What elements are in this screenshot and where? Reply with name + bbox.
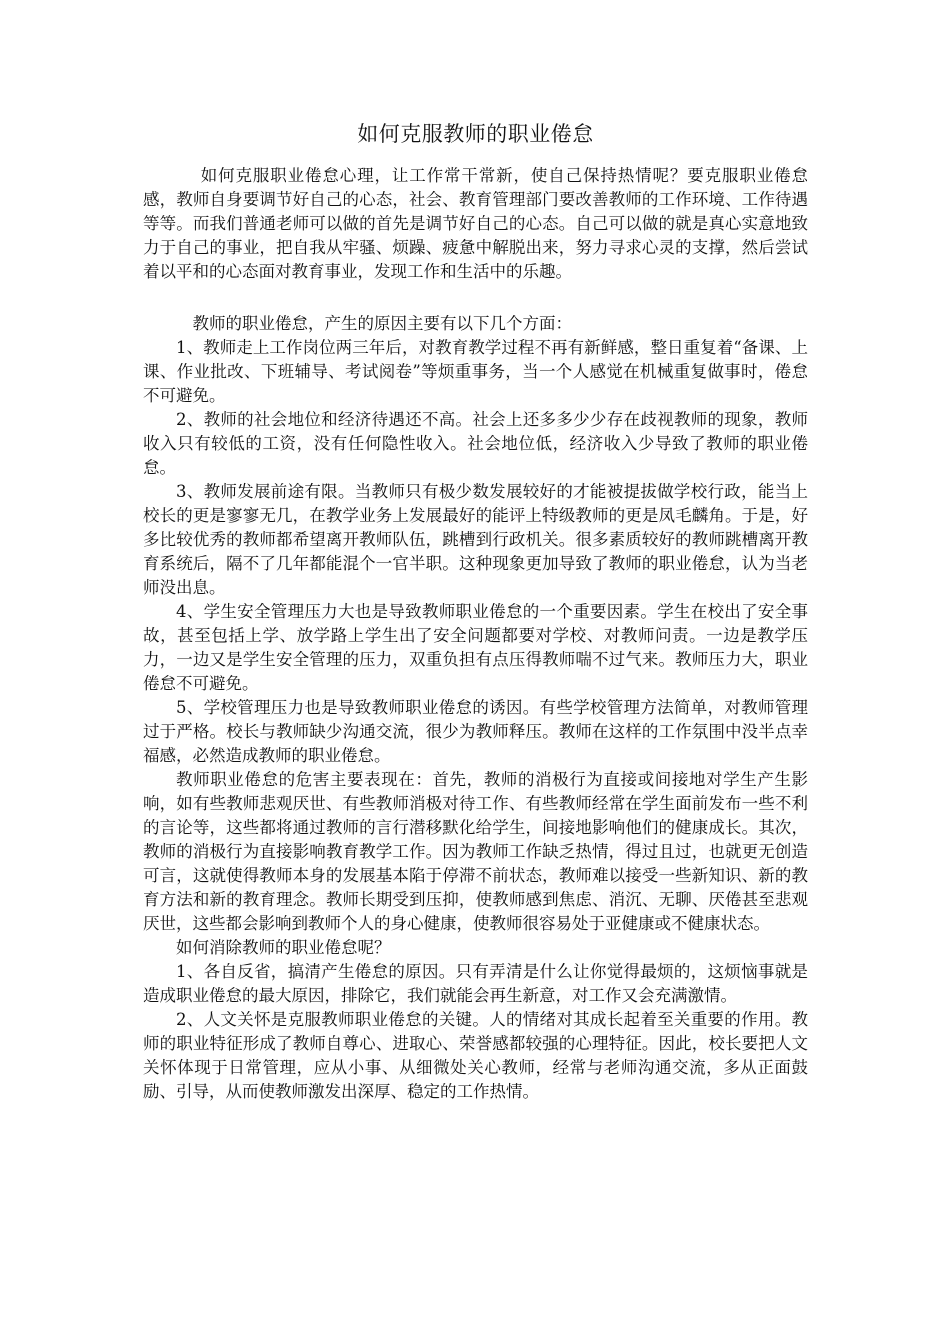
causes-heading-paragraph: 教师的职业倦怠，产生的原因主要有以下几个方面： <box>192 314 572 333</box>
document-page <box>143 118 808 1104</box>
page-title: 如何克服教师的职业倦怠 <box>357 122 594 146</box>
harm-paragraph: 教师职业倦怠的危害主要表现在：首先，教师的消极行为直接或间接地对学生产生影响，如有些教师悲观厌世、有些教师消极对待工作、有些教师经常在学生面前发布一些不利的言论等，这些都将通过教师的言行潜移默化给学生，间接地影响他们的健康成长。其次，教师的消极行为直接影响教育教学工作。因为教师工作缺乏热情，得过且过，也就更无创造可言，这就使得教师本身的发展基本陷于停滞不前状态，教师难以接受一些新知识、新的教育方法和新的教育理念。教师长期受到压抑，使教师感到焦虑、消沉、无聊、厌倦甚至悲观厌世，这些都会影响到教师个人的身心健康，使教师很容易处于亚健康或不健康状态。 <box>143 770 808 933</box>
cause-paragraph-2: 2、教师的社会地位和经济待遇还不高。社会上还多多少少存在歧视教师的现象，教师收入只有较低的工资，没有任何隐性收入。社会地位低，经济收入少导致了教师的职业倦怠。 <box>143 410 808 477</box>
remedies-heading-paragraph: 如何消除教师的职业倦怠呢？ <box>176 938 391 957</box>
cause-paragraph-1: 1、教师走上工作岗位两三年后，对教育教学过程不再有新鲜感，整日重复着“备课、上课、作业批改、下班辅导、考试阅卷”等烦重事务，当一个人感觉在机械重复做事时，倦怠不可避免。 <box>143 338 808 405</box>
remedy-paragraph-2: 2、人文关怀是克服教师职业倦怠的关键。人的情绪对其成长起着至关重要的作用。教师的职业特征形成了教师自尊心、进取心、荣誉感都较强的心理特征。因此，校长要把人文关怀体现于日常管理，应从小事、从细微处关心教师，经常与老师沟通交流，多从正面鼓励、引导，从而使教师激发出深厚、稳定的工作热情。 <box>143 1010 808 1101</box>
cause-paragraph-4: 4、学生安全管理压力大也是导致教师职业倦怠的一个重要因素。学生在校出了安全事故，甚至包括上学、放学路上学生出了安全问题都要对学校、对教师问责。一边是教学压力，一边又是学生安全管理的压力，双重负担有点压得教师喘不过气来。教师压力大，职业倦怠不可避免。 <box>143 602 808 693</box>
cause-paragraph-3: 3、教师发展前途有限。当教师只有极少数发展较好的才能被提拔做学校行政，能当上校长的更是寥寥无几，在教学业务上发展最好的能评上特级教师的更是凤毛麟角。于是，好多比较优秀的教师都希望离开教师队伍，跳槽到行政机关。很多素质较好的教师跳槽离开教育系统后，隔不了几年都能混个一官半职。这种现象更加导致了教师的职业倦怠，认为当老师没出息。 <box>143 482 808 597</box>
cause-paragraph-5: 5、学校管理压力也是导致教师职业倦怠的诱因。有些学校管理方法简单，对教师管理过于严格。校长与教师缺少沟通交流，很少为教师释压。教师在这样的工作氛围中没半点幸福感，必然造成教师的职业倦怠。 <box>143 698 808 765</box>
remedy-paragraph-1: 1、各自反省，搞清产生倦怠的原因。只有弄清是什么让你觉得最烦的，这烦恼事就是造成职业倦怠的最大原因，排除它，我们就能会再生新意，对工作又会充满激情。 <box>143 962 808 1005</box>
intro-paragraph: 如何克服职业倦怠心理，让工作常干常新，使自己保持热情呢？要克服职业倦怠感，教师自身要调节好自己的心态，社会、教育管理部门要改善教师的工作环境、工作待遇等等。而我们普通老师可以做的首先是调节好自己的心态。自己可以做的就是真心实意地致力于自己的事业，把自我从牢骚、烦躁、疲惫中解脱出来，努力寻求心灵的支撑，然后尝试着以平和的心态面对教育事业，发现工作和生活中的乐趣。 <box>143 166 808 281</box>
